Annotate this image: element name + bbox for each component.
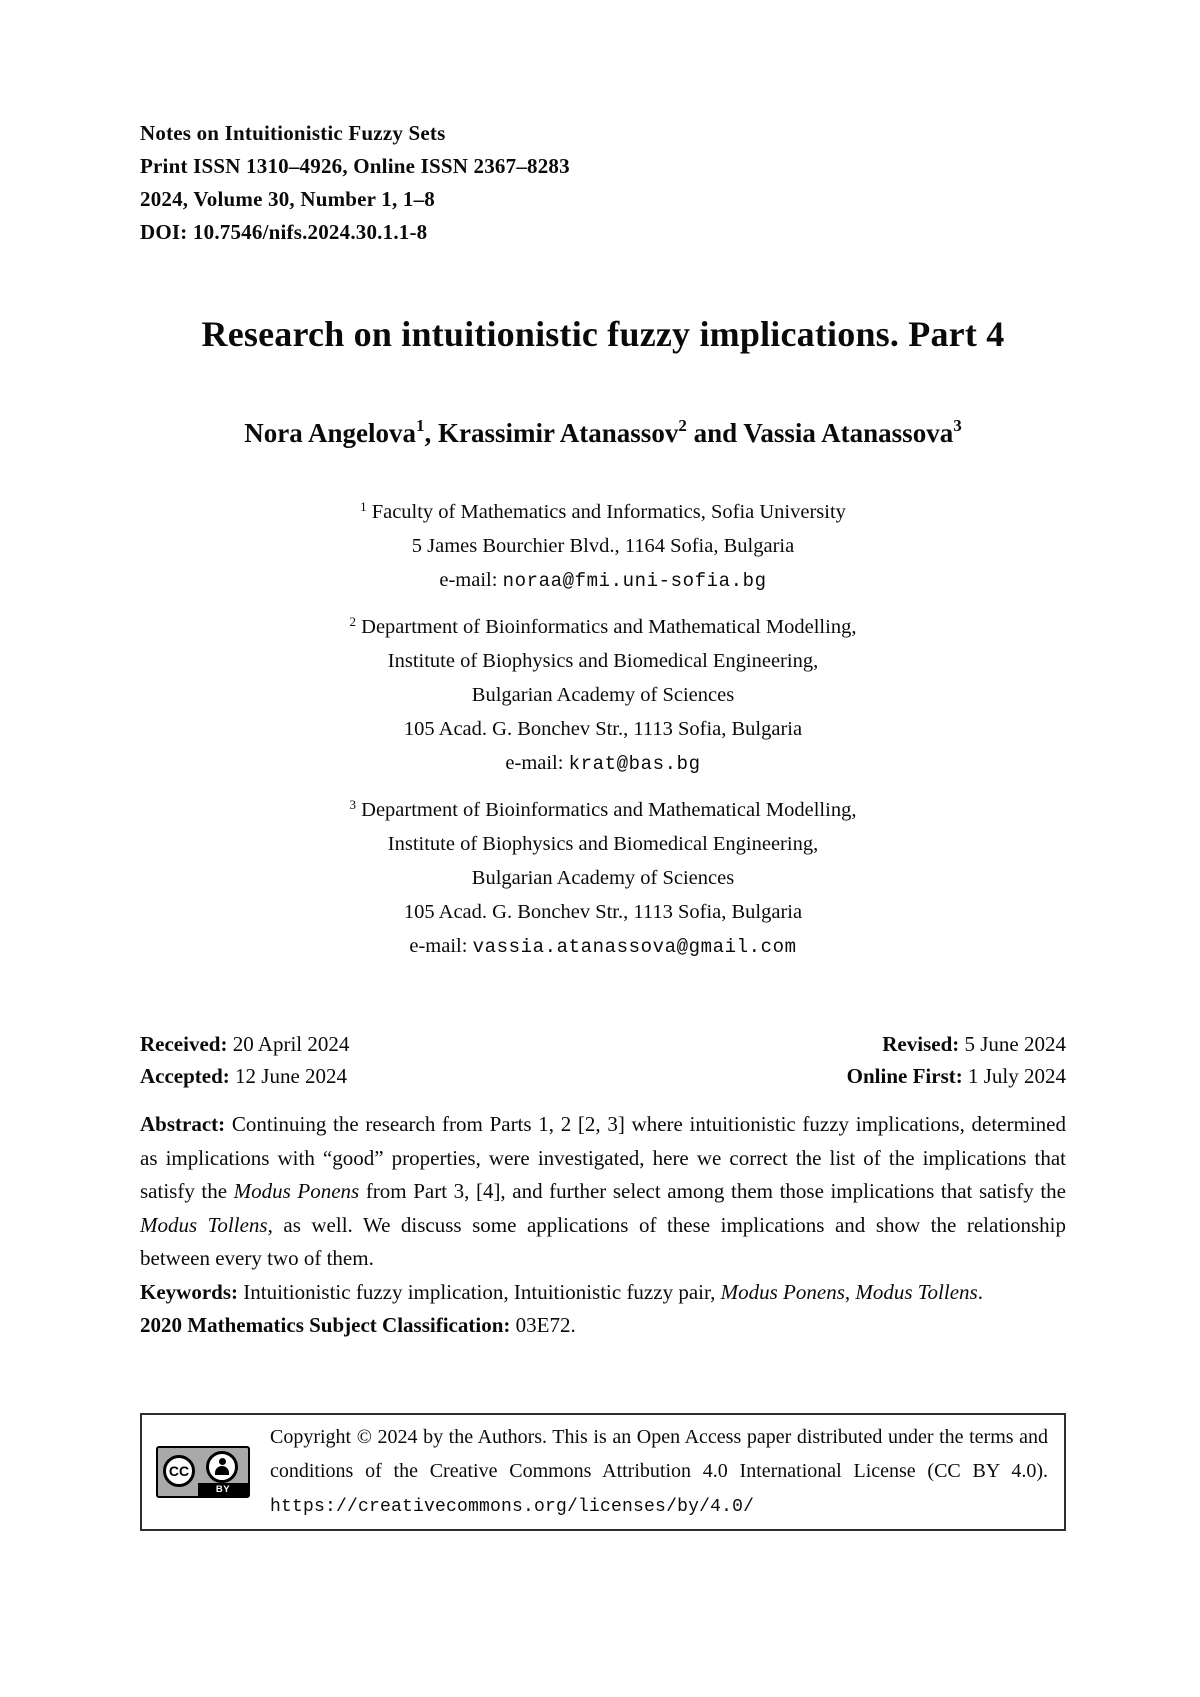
- affiliation-number: 2: [349, 614, 357, 629]
- journal-name: Notes on Intuitionistic Fuzzy Sets: [140, 121, 446, 145]
- author-affiliation-ref: 3: [953, 416, 962, 435]
- online-first-date: Online First: 1 July 2024: [846, 1064, 1066, 1088]
- affiliation-3: [140, 793, 1066, 964]
- author-name: Krassimir Atanassov: [438, 418, 679, 448]
- affiliation-line: Bulgarian Academy of Sciences: [471, 684, 735, 706]
- msc-label: 2020 Mathematics Subject Classification:: [140, 1313, 511, 1337]
- person-body-shape: [215, 1466, 229, 1475]
- affiliation-line: Institute of Biophysics and Biomedical Engineering,: [387, 833, 819, 855]
- dates-left-column: [140, 1028, 349, 1092]
- affiliation-2: [140, 610, 1066, 781]
- person-head-shape: [219, 1458, 226, 1465]
- affiliation-line: 105 Acad. G. Bonchev Str., 1113 Sofia, Bulgaria: [403, 901, 803, 923]
- email-label: e-mail:: [505, 752, 569, 774]
- abstract-paragraph: Abstract: Continuing the research from Parts 1, 2 [2, 3] where intuitionistic fuzzy implications, determined as implications with “good” properties, were investigated, here we correct the list of the implications that satisfy the Modus Ponens from Part 3, [4], and further select among them those implications that satisfy the Modus Tollens, as well. We discuss some applications of these implications and show the relationship between every two of them.: [140, 1112, 1067, 1270]
- author-separator: ,: [424, 418, 439, 448]
- affiliation-line: $^3$ Department of Bioinformatics and Mathematical Modelling,: [349, 797, 857, 821]
- email-label: e-mail:: [439, 569, 503, 591]
- dates-block: [140, 1028, 1066, 1092]
- affiliation-line: Bulgarian Academy of Sciences: [471, 867, 735, 889]
- keywords-paragraph: Keywords: Intuitionistic fuzzy implication, Intuitionistic fuzzy pair, Modus Ponens, Modus Tollens.: [140, 1279, 983, 1304]
- affiliation-line: $^1$ Faculty of Mathematics and Informatics, Sofia University: [360, 499, 846, 523]
- affiliation-number: 1: [360, 499, 367, 514]
- author-affiliation-ref: 2: [678, 416, 687, 435]
- person-icon: [206, 1451, 238, 1483]
- author-affiliation-ref: 1: [416, 416, 425, 435]
- email-address: noraa@fmi.uni-sofia.bg: [502, 570, 767, 592]
- copyright-box: [140, 1413, 1066, 1531]
- copyright-text: Copyright © 2024 by the Authors. This is an Open Access paper distributed under the terms and conditions of the Creative Commons Attribution 4.0 International License (CC BY 4.0). https://creativecommons.org/licenses/by/4.0/: [270, 1425, 1048, 1517]
- author-name: Vassia Atanassova: [743, 418, 954, 448]
- affiliation-email-line: [140, 563, 1066, 598]
- affiliation-line: Institute of Biophysics and Biomedical Engineering,: [387, 650, 819, 672]
- keywords-label: Keywords:: [140, 1279, 238, 1304]
- accepted-date: Accepted: 12 June 2024: [140, 1064, 348, 1088]
- paper-title: Research on intuitionistic fuzzy implications. Part 4: [201, 314, 1005, 354]
- revised-date: Revised: 5 June 2024: [882, 1032, 1066, 1056]
- email-address: krat@bas.bg: [568, 753, 701, 775]
- journal-volume-issue: 2024, Volume 30, Number 1, 1–8: [140, 187, 435, 211]
- cc-logo-icon: CC: [163, 1455, 195, 1487]
- affiliation-line: $^2$ Department of Bioinformatics and Mathematical Modelling,: [349, 614, 857, 638]
- author-separator: and: [686, 418, 744, 448]
- dates-right-column: [847, 1028, 1066, 1092]
- modus-tollens-term: Modus Tollens: [855, 1279, 978, 1304]
- by-label: BY: [198, 1483, 248, 1496]
- affiliation-email-line: [140, 929, 1066, 964]
- modus-ponens-term: Modus Ponens: [233, 1179, 360, 1203]
- affiliation-email-line: [140, 746, 1066, 781]
- journal-issn: Print ISSN 1310–4926, Online ISSN 2367–8283: [140, 154, 570, 178]
- authors-line: [140, 415, 1066, 451]
- author-name: Nora Angelova: [244, 418, 417, 448]
- affiliation-number: 3: [349, 797, 357, 812]
- abstract-label: Abstract:: [140, 1112, 226, 1136]
- journal-doi: DOI: 10.7546/nifs.2024.30.1.1-8: [140, 220, 428, 244]
- modus-tollens-term: Modus Tollens: [140, 1212, 268, 1237]
- affiliation-1: [140, 495, 1066, 598]
- received-date: Received: 20 April 2024: [140, 1032, 350, 1056]
- modus-ponens-term: Modus Ponens: [720, 1279, 845, 1304]
- affiliation-line: 105 Acad. G. Bonchev Str., 1113 Sofia, Bulgaria: [403, 718, 803, 740]
- license-url: https://creativecommons.org/licenses/by/4.0/: [270, 1496, 755, 1517]
- msc-line: 2020 Mathematics Subject Classification: 03E72.: [140, 1313, 576, 1337]
- email-address: vassia.atanassova@gmail.com: [472, 936, 797, 958]
- email-label: e-mail:: [409, 935, 473, 957]
- affiliation-line: 5 James Bourchier Blvd., 1164 Sofia, Bulgaria: [411, 535, 795, 557]
- journal-header: [140, 117, 1066, 249]
- cc-by-badge: [156, 1446, 250, 1498]
